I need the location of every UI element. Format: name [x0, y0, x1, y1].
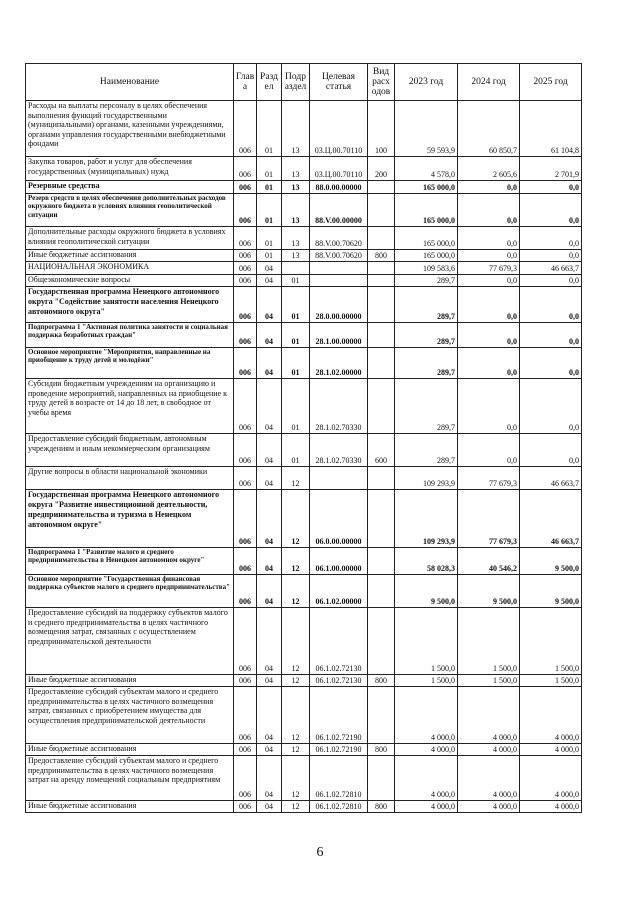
- cell-statya: [310, 262, 368, 275]
- header-2025: 2025 год: [520, 64, 582, 101]
- cell-glava: 006: [234, 608, 257, 675]
- cell-podrazdel: 01: [282, 434, 310, 467]
- cell-name: Общеэкономические вопросы: [26, 275, 234, 287]
- cell-glava: 006: [234, 157, 257, 181]
- cell-vid: [368, 756, 395, 801]
- cell-name: Закупка товаров, работ и услуг для обеспечения государственных (муниципальных) нужд: [26, 157, 234, 181]
- cell-razdel: 01: [257, 157, 282, 181]
- table-row: [26, 756, 582, 801]
- cell-name: Предоставление субсидий субъектам малого и среднего предпринимательства в целях частичного возмещения затрат на аренду помещений социальным предприятиям: [26, 756, 234, 801]
- cell-razdel: 01: [257, 194, 282, 227]
- cell-podrazdel: 12: [282, 687, 310, 744]
- cell-2023: 1 500,0: [395, 608, 458, 675]
- cell-glava: 006: [234, 275, 257, 287]
- table-row: [26, 348, 582, 379]
- table-row: [26, 287, 582, 323]
- cell-statya: 06.1.02.72810: [310, 756, 368, 801]
- cell-glava: 006: [234, 250, 257, 262]
- cell-2024: 60 850,7: [458, 101, 520, 157]
- cell-2024: 0,0: [458, 275, 520, 287]
- cell-razdel: 04: [257, 348, 282, 379]
- cell-razdel: 04: [257, 675, 282, 687]
- cell-2023: 289,7: [395, 323, 458, 348]
- cell-statya: 28.1.02.70330: [310, 379, 368, 434]
- cell-vid: [368, 575, 395, 608]
- cell-statya: 06.1.02.00000: [310, 575, 368, 608]
- cell-podrazdel: 01: [282, 348, 310, 379]
- cell-name: Подпрограмма 1 "Активная политика занятости и социальная поддержка безработных граждан": [26, 323, 234, 348]
- cell-2025: 0,0: [520, 323, 582, 348]
- cell-vid: [368, 687, 395, 744]
- cell-razdel: 04: [257, 801, 282, 813]
- cell-glava: 006: [234, 262, 257, 275]
- table-row: [26, 575, 582, 608]
- cell-2023: 165 000,0: [395, 250, 458, 262]
- cell-2023: 4 000,0: [395, 744, 458, 756]
- cell-vid: 100: [368, 101, 395, 157]
- cell-2025: 0,0: [520, 434, 582, 467]
- cell-2024: 9 500,0: [458, 575, 520, 608]
- cell-vid: 800: [368, 250, 395, 262]
- cell-podrazdel: 13: [282, 227, 310, 250]
- cell-2023: 165 000,0: [395, 227, 458, 250]
- cell-glava: 006: [234, 756, 257, 801]
- cell-2025: 0,0: [520, 250, 582, 262]
- cell-2025: 1 500,0: [520, 675, 582, 687]
- cell-vid: [368, 262, 395, 275]
- cell-name: Иные бюджетные ассигнования: [26, 744, 234, 756]
- table-row: [26, 379, 582, 434]
- cell-2025: 0,0: [520, 287, 582, 323]
- cell-razdel: 04: [257, 608, 282, 675]
- cell-razdel: 04: [257, 275, 282, 287]
- cell-2023: 58 028,3: [395, 548, 458, 575]
- cell-glava: 006: [234, 744, 257, 756]
- cell-statya: 28.1.00.00000: [310, 323, 368, 348]
- table-row: [26, 490, 582, 548]
- cell-2023: 109 583,6: [395, 262, 458, 275]
- cell-2024: 4 000,0: [458, 687, 520, 744]
- cell-name: Государственная программа Ненецкого автономного округа "Содействие занятости населения Ненецкого автономного округа": [26, 287, 234, 323]
- cell-glava: 006: [234, 287, 257, 323]
- cell-2023: 289,7: [395, 275, 458, 287]
- cell-statya: 88.V.00.00000: [310, 194, 368, 227]
- header-razdel: Разд ел: [257, 64, 282, 101]
- cell-glava: 006: [234, 379, 257, 434]
- cell-2025: 0,0: [520, 194, 582, 227]
- cell-razdel: 04: [257, 379, 282, 434]
- cell-vid: [368, 348, 395, 379]
- cell-razdel: 04: [257, 467, 282, 490]
- header-glava: Глав а: [234, 64, 257, 101]
- cell-razdel: 04: [257, 687, 282, 744]
- cell-2023: 289,7: [395, 348, 458, 379]
- cell-razdel: 04: [257, 262, 282, 275]
- cell-vid: [368, 181, 395, 194]
- cell-razdel: 01: [257, 101, 282, 157]
- cell-podrazdel: 12: [282, 608, 310, 675]
- cell-razdel: 04: [257, 548, 282, 575]
- table-row: [26, 101, 582, 157]
- cell-statya: 06.1.00.00000: [310, 548, 368, 575]
- cell-podrazdel: 13: [282, 157, 310, 181]
- cell-vid: [368, 467, 395, 490]
- cell-2023: 289,7: [395, 379, 458, 434]
- cell-glava: 006: [234, 687, 257, 744]
- cell-razdel: 04: [257, 434, 282, 467]
- cell-statya: [310, 467, 368, 490]
- cell-2025: 4 000,0: [520, 801, 582, 813]
- table-row: [26, 467, 582, 490]
- cell-razdel: 01: [257, 227, 282, 250]
- table-row: [26, 275, 582, 287]
- cell-razdel: 04: [257, 490, 282, 548]
- table-row: [26, 227, 582, 250]
- header-statya: Целевая статья: [310, 64, 368, 101]
- table-row: [26, 434, 582, 467]
- cell-2024: 77 679,3: [458, 467, 520, 490]
- cell-glava: 006: [234, 181, 257, 194]
- cell-podrazdel: 12: [282, 548, 310, 575]
- cell-statya: 28.0.00.00000: [310, 287, 368, 323]
- cell-glava: 006: [234, 675, 257, 687]
- cell-2024: 77 679,3: [458, 262, 520, 275]
- cell-podrazdel: 12: [282, 756, 310, 801]
- cell-2023: 289,7: [395, 434, 458, 467]
- cell-2025: 9 500,0: [520, 575, 582, 608]
- budget-table: [25, 63, 582, 813]
- cell-2025: 0,0: [520, 181, 582, 194]
- cell-podrazdel: 12: [282, 675, 310, 687]
- header-vid: Вид расх одов: [368, 64, 395, 101]
- cell-razdel: 04: [257, 756, 282, 801]
- cell-razdel: 04: [257, 744, 282, 756]
- cell-glava: 006: [234, 490, 257, 548]
- table-row: [26, 801, 582, 813]
- cell-glava: 006: [234, 548, 257, 575]
- table-row: [26, 250, 582, 262]
- table-row: [26, 687, 582, 744]
- cell-2024: 4 000,0: [458, 756, 520, 801]
- cell-name: Предоставление субсидий бюджетным, автономным учреждениям и иным некоммерческим организациям: [26, 434, 234, 467]
- cell-2025: 0,0: [520, 348, 582, 379]
- cell-2024: 4 000,0: [458, 801, 520, 813]
- cell-2024: 0,0: [458, 379, 520, 434]
- cell-statya: 03.Ц.00.70110: [310, 101, 368, 157]
- cell-2024: 0,0: [458, 434, 520, 467]
- cell-statya: 88.V.00.70620: [310, 227, 368, 250]
- cell-name: Иные бюджетные ассигнования: [26, 675, 234, 687]
- cell-vid: [368, 194, 395, 227]
- cell-razdel: 04: [257, 287, 282, 323]
- cell-2024: 0,0: [458, 181, 520, 194]
- cell-2023: 4 000,0: [395, 687, 458, 744]
- cell-2025: 4 000,0: [520, 687, 582, 744]
- cell-vid: [368, 287, 395, 323]
- table-row: [26, 181, 582, 194]
- cell-2023: 59 593,9: [395, 101, 458, 157]
- cell-2023: 9 500,0: [395, 575, 458, 608]
- cell-glava: 006: [234, 227, 257, 250]
- cell-2023: 109 293,9: [395, 467, 458, 490]
- cell-statya: 88.0.00.00000: [310, 181, 368, 194]
- cell-name: Предоставление субсидий субъектам малого и среднего предпринимательства в целях частичного возмещения затрат, связанных с приобретением имущества для осуществления предпринимательской деятельности: [26, 687, 234, 744]
- cell-vid: 600: [368, 434, 395, 467]
- table-row: [26, 744, 582, 756]
- cell-2023: 109 293,9: [395, 490, 458, 548]
- cell-razdel: 04: [257, 575, 282, 608]
- cell-2024: 40 546,2: [458, 548, 520, 575]
- table-row: [26, 323, 582, 348]
- page-number: 6: [316, 845, 324, 860]
- cell-statya: 28.1.02.00000: [310, 348, 368, 379]
- cell-2025: 2 701,9: [520, 157, 582, 181]
- cell-vid: [368, 227, 395, 250]
- cell-glava: 006: [234, 467, 257, 490]
- cell-2024: 77 679,3: [458, 490, 520, 548]
- cell-2024: 0,0: [458, 323, 520, 348]
- cell-2024: 4 000,0: [458, 744, 520, 756]
- cell-podrazdel: 12: [282, 744, 310, 756]
- cell-statya: 06.1.02.72190: [310, 687, 368, 744]
- cell-vid: [368, 275, 395, 287]
- cell-glava: 006: [234, 434, 257, 467]
- cell-podrazdel: 13: [282, 194, 310, 227]
- cell-glava: 006: [234, 575, 257, 608]
- cell-podrazdel: 13: [282, 181, 310, 194]
- cell-glava: 006: [234, 323, 257, 348]
- cell-2023: 289,7: [395, 287, 458, 323]
- cell-statya: 06.1.02.72130: [310, 675, 368, 687]
- cell-vid: [368, 608, 395, 675]
- table-row: [26, 675, 582, 687]
- cell-2025: 4 000,0: [520, 744, 582, 756]
- cell-2025: 46 663,7: [520, 490, 582, 548]
- cell-vid: 800: [368, 801, 395, 813]
- cell-statya: 28.1.02.70330: [310, 434, 368, 467]
- cell-podrazdel: 12: [282, 490, 310, 548]
- cell-podrazdel: 12: [282, 801, 310, 813]
- header-2023: 2023 год: [395, 64, 458, 101]
- cell-podrazdel: 01: [282, 275, 310, 287]
- cell-name: Резерв средств в целях обеспечения дополнительных расходов окружного бюджета в условиях влияния геополитической ситуации: [26, 194, 234, 227]
- cell-name: Расходы на выплаты персоналу в целях обеспечения выполнения функций государственными (муниципальными) органами, казенными учреждениями, органами управления государственными внебюджетными фондами: [26, 101, 234, 157]
- cell-2025: 9 500,0: [520, 548, 582, 575]
- cell-2023: 4 000,0: [395, 756, 458, 801]
- cell-razdel: 01: [257, 250, 282, 262]
- cell-vid: [368, 548, 395, 575]
- cell-vid: 800: [368, 744, 395, 756]
- cell-name: Иные бюджетные ассигнования: [26, 801, 234, 813]
- cell-2024: 1 500,0: [458, 608, 520, 675]
- cell-statya: 88.V.00.70620: [310, 250, 368, 262]
- cell-vid: [368, 323, 395, 348]
- cell-2023: 1 500,0: [395, 675, 458, 687]
- cell-statya: 03.Ц.00.70110: [310, 157, 368, 181]
- cell-statya: 06.0.00.00000: [310, 490, 368, 548]
- cell-name: Резервные средства: [26, 181, 234, 194]
- cell-statya: 06.1.02.72190: [310, 744, 368, 756]
- cell-name: НАЦИОНАЛЬНАЯ ЭКОНОМИКА: [26, 262, 234, 275]
- cell-vid: 200: [368, 157, 395, 181]
- cell-podrazdel: 01: [282, 323, 310, 348]
- cell-2024: 0,0: [458, 194, 520, 227]
- cell-podrazdel: 12: [282, 575, 310, 608]
- cell-podrazdel: [282, 262, 310, 275]
- cell-vid: [368, 490, 395, 548]
- cell-razdel: 01: [257, 181, 282, 194]
- cell-2023: 4 000,0: [395, 801, 458, 813]
- cell-2025: 46 663,7: [520, 262, 582, 275]
- cell-name: Основное мероприятие "Государственная финансовая поддержка субъектов малого и среднего предпринимательства": [26, 575, 234, 608]
- cell-2025: 0,0: [520, 275, 582, 287]
- cell-statya: 06.1.02.72130: [310, 608, 368, 675]
- table-row: [26, 548, 582, 575]
- cell-2025: 4 000,0: [520, 756, 582, 801]
- cell-name: Государственная программа Ненецкого автономного округа "Развитие инвестиционной деятельности, предпринимательства и туризма в Ненецком автономном округе": [26, 490, 234, 548]
- cell-razdel: 04: [257, 323, 282, 348]
- cell-statya: 06.1.02.72810: [310, 801, 368, 813]
- cell-name: Дополнительные расходы окружного бюджета в условиях влияния геополитической ситуации: [26, 227, 234, 250]
- table-header-row: [26, 64, 582, 101]
- cell-name: Иные бюджетные ассигнования: [26, 250, 234, 262]
- cell-name: Основное мероприятие "Мероприятия, направленные на приобщение к труду детей и молодёжи": [26, 348, 234, 379]
- table-row: [26, 194, 582, 227]
- cell-statya: [310, 275, 368, 287]
- cell-podrazdel: 01: [282, 287, 310, 323]
- cell-glava: 006: [234, 348, 257, 379]
- cell-vid: 800: [368, 675, 395, 687]
- cell-2025: 1 500,0: [520, 608, 582, 675]
- cell-2024: 0,0: [458, 250, 520, 262]
- cell-2024: 0,0: [458, 287, 520, 323]
- header-name: Наименование: [26, 64, 234, 101]
- cell-2024: 1 500,0: [458, 675, 520, 687]
- cell-podrazdel: 13: [282, 101, 310, 157]
- cell-name: Другие вопросы в области национальной экономики: [26, 467, 234, 490]
- cell-2024: 0,0: [458, 227, 520, 250]
- cell-podrazdel: 01: [282, 379, 310, 434]
- cell-2025: 0,0: [520, 379, 582, 434]
- cell-2023: 165 000,0: [395, 181, 458, 194]
- cell-2025: 46 663,7: [520, 467, 582, 490]
- cell-glava: 006: [234, 101, 257, 157]
- cell-2024: 0,0: [458, 348, 520, 379]
- cell-2023: 165 000,0: [395, 194, 458, 227]
- cell-2025: 61 104,8: [520, 101, 582, 157]
- table-row: [26, 608, 582, 675]
- cell-2024: 2 605,6: [458, 157, 520, 181]
- table-row: [26, 262, 582, 275]
- cell-podrazdel: 12: [282, 467, 310, 490]
- cell-glava: 006: [234, 194, 257, 227]
- header-2024: 2024 год: [458, 64, 520, 101]
- cell-2025: 0,0: [520, 227, 582, 250]
- cell-2023: 4 578,0: [395, 157, 458, 181]
- cell-name: Предоставление субсидий на поддержку субъектов малого и среднего предпринимательства в целях частичного возмещения затрат, связанных с осуществлением предпринимательской деятельности: [26, 608, 234, 675]
- cell-podrazdel: 13: [282, 250, 310, 262]
- cell-name: Подпрограмма 1 "Развитие малого и среднего предпринимательства в Ненецком автономном округе": [26, 548, 234, 575]
- cell-glava: 006: [234, 801, 257, 813]
- table-body: [26, 101, 582, 813]
- cell-vid: [368, 379, 395, 434]
- table-row: [26, 157, 582, 181]
- cell-name: Субсидии бюджетным учреждениям на организацию и проведение мероприятий, направленных на приобщение к труду детей в возрасте от 14 до 18 лет, в свободное от учебы время: [26, 379, 234, 434]
- header-podrazdel: Подр аздел: [282, 64, 310, 101]
